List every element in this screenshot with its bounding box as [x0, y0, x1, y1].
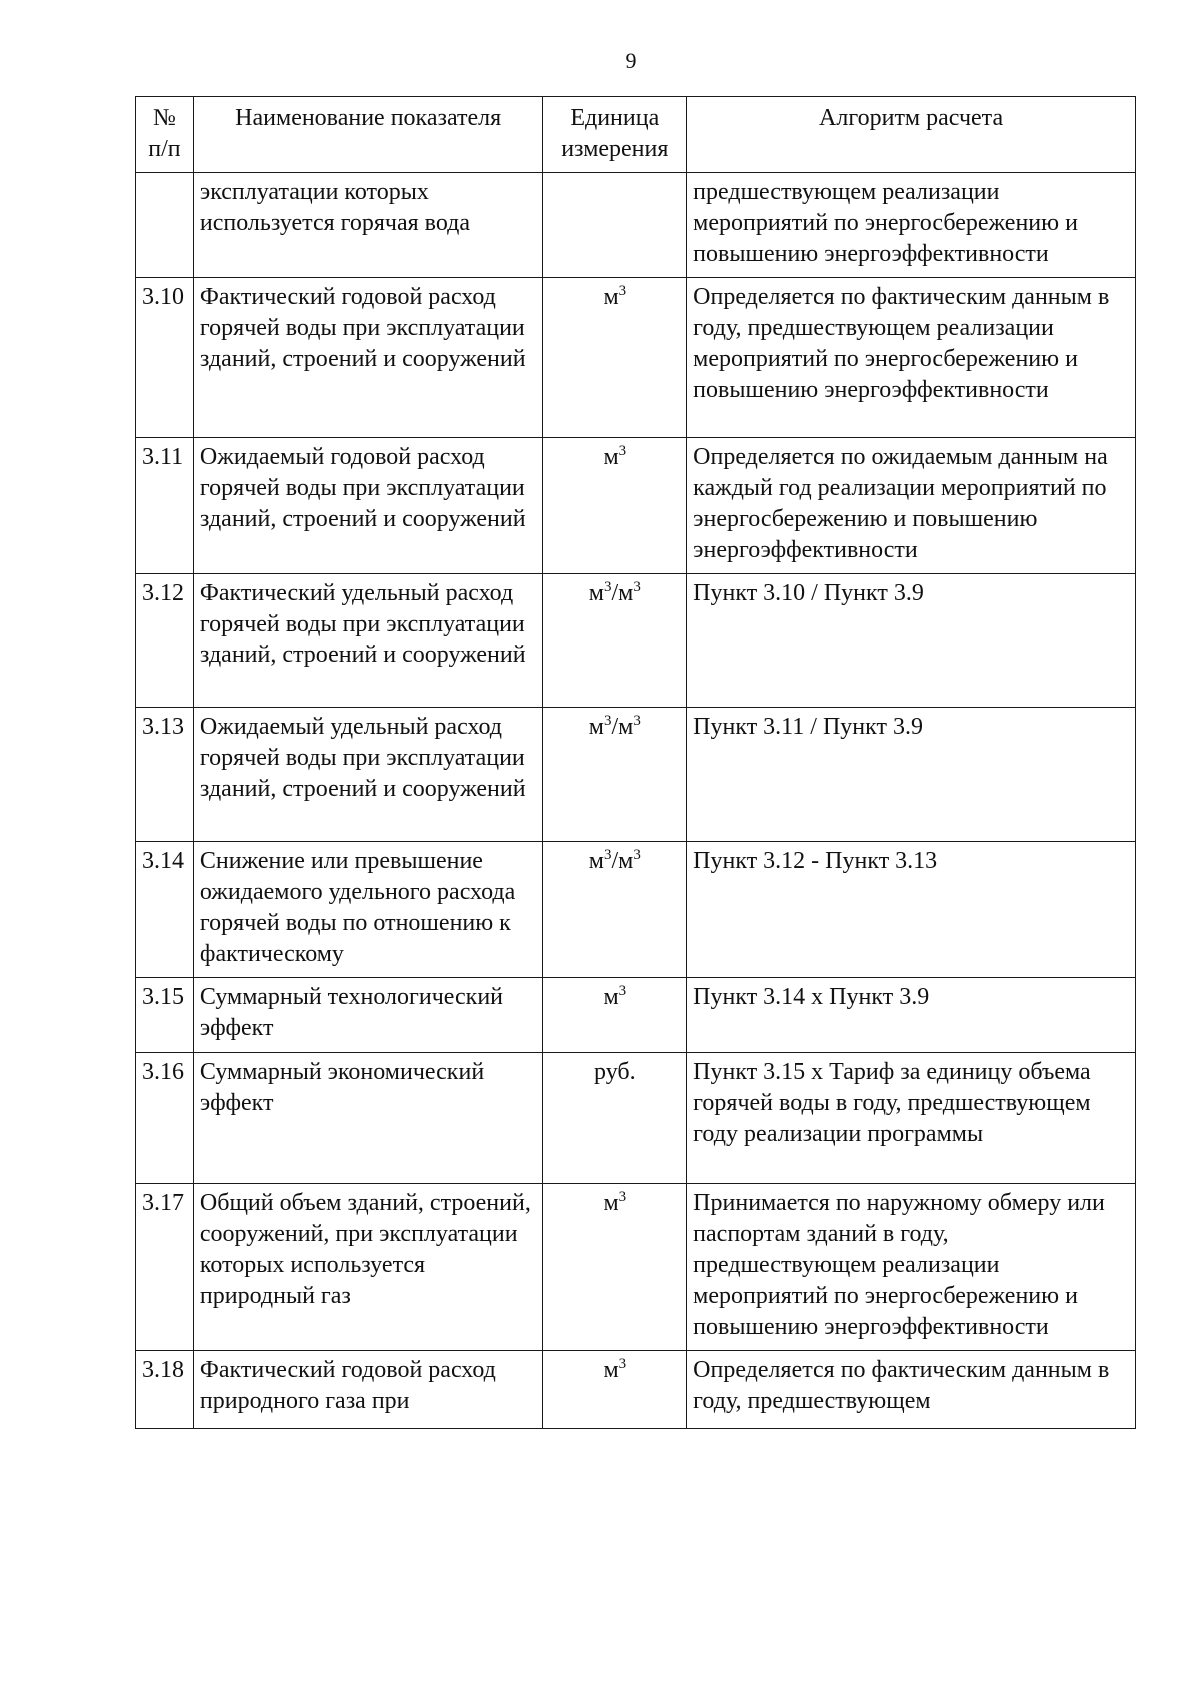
indicator-name: эксплуатации которых используется горячая вода: [193, 173, 543, 278]
unit-cell: [543, 1184, 687, 1351]
indicator-name: Общий объем зданий, строений, сооружений, при эксплуатации которых используется природный газ: [193, 1184, 543, 1351]
header-unit: [543, 97, 687, 173]
row-number: 3.16: [136, 1053, 194, 1184]
header-indicator-name: Наименование показателя: [193, 97, 543, 173]
unit-cell: [543, 842, 687, 978]
unit-cell: [543, 438, 687, 574]
unit-divisor-exponent: 3: [633, 847, 641, 863]
unit-text: м: [603, 444, 619, 470]
unit-exponent: 3: [618, 283, 627, 299]
unit-divisor: /м: [611, 580, 634, 606]
unit-divisor-exponent: 3: [633, 713, 641, 729]
row-number: 3.17: [136, 1184, 194, 1351]
unit-text: м: [603, 1190, 619, 1216]
unit-exponent: 3: [603, 847, 612, 863]
header-number: [136, 97, 194, 173]
calculation-algorithm: Пункт 3.11 / Пункт 3.9: [687, 708, 1136, 842]
unit-text: м: [603, 1357, 619, 1383]
unit-divisor: /м: [611, 848, 634, 874]
unit-text: м: [588, 848, 604, 874]
unit-exponent: 3: [618, 1189, 627, 1205]
row-number: 3.12: [136, 574, 194, 708]
row-number: 3.10: [136, 278, 194, 438]
unit-text: м: [603, 284, 619, 310]
header-unit-line2: измерения: [561, 136, 669, 162]
unit-text: м: [603, 984, 619, 1010]
row-number: [136, 173, 194, 278]
header-row: [136, 97, 1136, 173]
table-row: [136, 278, 1136, 438]
calculation-algorithm: Принимается по наружному обмеру или паспортам зданий в году, предшествующем реализации мероприятий по энергосбережению и повышению энергоэффективности: [687, 1184, 1136, 1351]
unit-divisor-exponent: 3: [633, 579, 641, 595]
calculation-algorithm: Пункт 3.10 / Пункт 3.9: [687, 574, 1136, 708]
indicator-name: Фактический удельный расход горячей воды при эксплуатации зданий, строений и сооружений: [193, 574, 543, 708]
row-number: 3.13: [136, 708, 194, 842]
table-body: [136, 173, 1136, 1429]
calculation-algorithm: Пункт 3.12 - Пункт 3.13: [687, 842, 1136, 978]
calculation-algorithm: Определяется по фактическим данным в году, предшествующем реализации мероприятий по энергосбережению и повышению энергоэффективности: [687, 278, 1136, 438]
table-row: [136, 438, 1136, 574]
table-row: [136, 1184, 1136, 1351]
unit-cell: [543, 278, 687, 438]
table-row: [136, 978, 1136, 1053]
calculation-algorithm: Пункт 3.15 х Тариф за единицу объема горячей воды в году, предшествующем году реализации программы: [687, 1053, 1136, 1184]
page-number: 9: [625, 48, 637, 73]
row-number: 3.18: [136, 1351, 194, 1429]
unit-exponent: 3: [618, 443, 627, 459]
indicator-name: Ожидаемый годовой расход горячей воды при эксплуатации зданий, строений и сооружений: [193, 438, 543, 574]
unit-exponent: 3: [603, 713, 612, 729]
unit-cell: [543, 173, 687, 278]
unit-cell: [543, 978, 687, 1053]
unit-cell: [543, 574, 687, 708]
unit-exponent: 3: [618, 1356, 627, 1372]
unit-cell: [543, 1053, 687, 1184]
header-number-line1: №: [153, 105, 176, 131]
unit-exponent: 3: [618, 983, 627, 999]
table-header: [136, 97, 1136, 173]
table-row: [136, 842, 1136, 978]
indicators-table: [135, 96, 1136, 1429]
table-row: [136, 173, 1136, 278]
header-algorithm: Алгоритм расчета: [687, 97, 1136, 173]
unit-cell: [543, 708, 687, 842]
indicator-name: Суммарный технологический эффект: [193, 978, 543, 1053]
header-number-line2: п/п: [148, 136, 181, 162]
table-row: [136, 1053, 1136, 1184]
indicator-name: Ожидаемый удельный расход горячей воды при эксплуатации зданий, строений и сооружений: [193, 708, 543, 842]
unit-divisor: /м: [611, 714, 634, 740]
indicator-name: Фактический годовой расход природного газа при: [193, 1351, 543, 1429]
table-row: [136, 1351, 1136, 1429]
unit-cell: [543, 1351, 687, 1429]
unit-exponent: 3: [603, 579, 612, 595]
table-row: [136, 574, 1136, 708]
row-number: 3.15: [136, 978, 194, 1053]
unit-text: руб.: [594, 1059, 636, 1085]
calculation-algorithm: Определяется по фактическим данным в году, предшествующем: [687, 1351, 1136, 1429]
unit-text: м: [588, 714, 604, 740]
row-number: 3.14: [136, 842, 194, 978]
header-unit-line1: Единица: [570, 105, 660, 131]
calculation-algorithm: предшествующем реализации мероприятий по энергосбережению и повышению энергоэффективности: [687, 173, 1136, 278]
calculation-algorithm: Пункт 3.14 х Пункт 3.9: [687, 978, 1136, 1053]
table-row: [136, 708, 1136, 842]
indicator-name: Суммарный экономический эффект: [193, 1053, 543, 1184]
unit-text: м: [588, 580, 604, 606]
indicator-name: Фактический годовой расход горячей воды при эксплуатации зданий, строений и сооружений: [193, 278, 543, 438]
row-number: 3.11: [136, 438, 194, 574]
indicator-name: Снижение или превышение ожидаемого удельного расхода горячей воды по отношению к фактическому: [193, 842, 543, 978]
calculation-algorithm: Определяется по ожидаемым данным на каждый год реализации мероприятий по энергосбережению и повышению энергоэффективности: [687, 438, 1136, 574]
